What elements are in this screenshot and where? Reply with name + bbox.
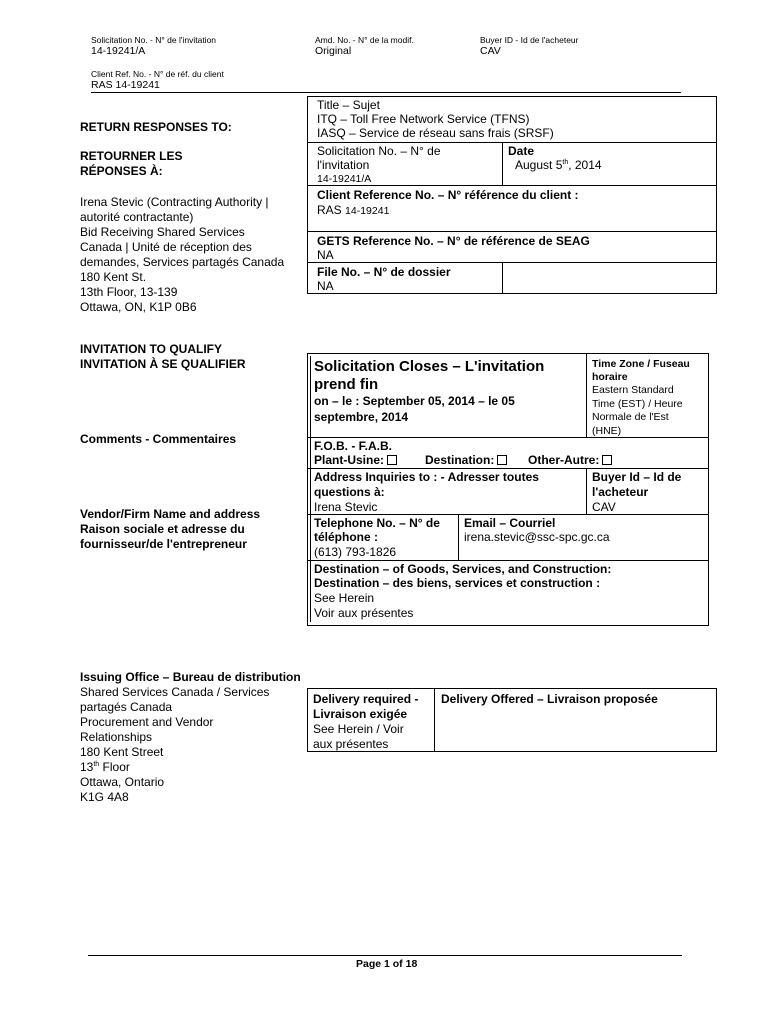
title-fr: IASQ – Service de réseau sans frais (SRSF)	[317, 126, 554, 140]
issuing-address-line: Shared Services Canada / Services	[80, 685, 270, 699]
floor-word: Floor	[99, 760, 130, 774]
file-no-label: File No. – N° de dossier	[317, 265, 451, 279]
plant-usine-label	[314, 453, 397, 468]
header-rule	[91, 92, 681, 93]
table-divider	[458, 514, 459, 560]
date-label: Date	[508, 144, 535, 158]
date-year: , 2014	[568, 158, 602, 172]
delivery-required-label-2: Livraison exigée	[313, 707, 408, 721]
issuing-office-title: Issuing Office – Bureau de distribution	[80, 670, 301, 684]
floor-number: 13	[80, 760, 94, 774]
gets-reference-label: GETS Reference No. – N° de référence de SEAG	[317, 234, 590, 248]
client-ref-label: Client Ref. No. - N° de réf. du client	[91, 69, 224, 79]
email-value[interactable]: irena.stevic@ssc-spc.gc.ca	[464, 530, 610, 544]
time-zone-line: Time (EST) / Heure	[592, 397, 683, 410]
date-main: August 5	[515, 158, 563, 172]
date-suffix: th	[562, 159, 569, 166]
amd-no-value: Original	[315, 45, 352, 57]
comments-label: Comments - Commentaires	[80, 432, 237, 446]
delivery-required-value-2: aux présentes	[313, 737, 389, 751]
gets-reference-value: NA	[317, 248, 334, 262]
destination-checkbox[interactable]	[497, 455, 507, 465]
vendor-label-line: Raison sociale et adresse du	[80, 522, 245, 536]
delivery-required-label-1: Delivery required -	[313, 692, 419, 706]
return-address	[80, 195, 284, 315]
vendor-label-line: Vendor/Firm Name and address	[80, 507, 261, 521]
destination-option-text: Destination:	[425, 453, 495, 467]
other-autre-label	[528, 453, 612, 468]
table-rule	[307, 468, 709, 469]
time-zone-label-2: horaire	[592, 371, 628, 383]
plant-usine-text: Plant-Usine:	[314, 453, 385, 467]
inquiries-label-2: questions à:	[314, 485, 385, 499]
destination-option-label	[425, 453, 507, 468]
destination-value-2: Voir aux présentes	[314, 606, 414, 620]
invitation-heading-en: INVITATION TO QUALIFY	[80, 342, 222, 356]
issuing-address-line: 180 Kent Street	[80, 745, 164, 759]
solicitation-closes-title-1: Solicitation Closes – L'invitation	[314, 358, 545, 375]
telephone-label-2: téléphone :	[314, 530, 379, 544]
return-address-line: Bid Receiving Shared Services	[80, 225, 245, 239]
table-rule	[307, 231, 717, 232]
table-divider	[502, 262, 503, 294]
table-divider	[434, 688, 435, 752]
client-reference-prefix: RAS	[317, 203, 342, 217]
fob-label: F.O.B. - F.A.B.	[314, 439, 392, 453]
inquiries-name: Irena Stevic	[314, 500, 378, 514]
plant-usine-checkbox[interactable]	[387, 455, 397, 465]
vendor-label-line: fournisseur/de l'entrepreneur	[80, 537, 247, 551]
solicitation-closes-title-2: prend fin	[314, 376, 379, 393]
issuing-address-line: partagés Canada	[80, 700, 173, 714]
client-reference-value	[317, 203, 389, 219]
buyer-id-label-3: l'acheteur	[592, 485, 649, 499]
return-address-line: 180 Kent St.	[80, 270, 147, 284]
solicitation-no-label-3: l'invitation	[317, 158, 370, 172]
solicitation-no-value: 14-19241/A	[91, 45, 146, 57]
closing-date-1: on – le : September 05, 2014 – le 05	[314, 394, 515, 408]
return-address-line: autorité contractante)	[80, 210, 194, 224]
inquiries-label-1: Address Inquiries to : - Adresser toutes	[314, 470, 539, 484]
table-divider	[586, 468, 587, 514]
time-zone-line: Eastern Standard	[592, 384, 674, 396]
email-label: Email – Courriel	[464, 516, 556, 530]
client-reference-number: 14-19241	[345, 205, 390, 217]
invitation-heading-fr: INVITATION À SE QUALIFIER	[80, 357, 246, 371]
buyer-id-value: CAV	[480, 45, 501, 57]
table-divider	[586, 353, 587, 437]
other-autre-text: Other-Autre:	[528, 453, 600, 467]
destination-value-1: See Herein	[314, 591, 375, 605]
return-address-line: Canada | Unité de réception des	[80, 240, 252, 254]
table-rule	[307, 262, 717, 263]
file-no-value: NA	[317, 279, 334, 293]
issuing-address-line: Relationships	[80, 730, 153, 744]
buyer-id-label: Buyer ID - Id de l'acheteur	[480, 35, 579, 45]
client-ref-value: RAS 14-19241	[91, 79, 160, 91]
client-reference-label: Client Reference No. – N° référence du client :	[317, 188, 579, 202]
delivery-offered-label: Delivery Offered – Livraison proposée	[441, 692, 658, 706]
solicitation-no-label: Solicitation No. - N° de l'invitation	[91, 35, 217, 45]
title-en: ITQ – Toll Free Network Service (TFNS)	[317, 112, 530, 126]
title-label: Title – Sujet	[317, 98, 380, 112]
issuing-office-address	[80, 685, 269, 805]
return-address-line: demandes, Services partagés Canada	[80, 255, 285, 269]
issuing-address-line: Procurement and Vendor	[80, 715, 214, 729]
issuing-city: Ottawa, Ontario	[80, 775, 165, 789]
time-zone-value	[592, 384, 683, 438]
closing-date-2: septembre, 2014	[314, 410, 409, 424]
return-responses-heading: RETURN RESPONSES TO:	[80, 120, 232, 134]
page-number: Page 1 of 18	[356, 958, 418, 970]
solicitation-no-label-2: Solicitation No. – N° de	[317, 144, 441, 158]
amd-no-label: Amd. No. - N° de la modif.	[315, 35, 414, 45]
telephone-value: (613) 793-1826	[314, 545, 397, 559]
destination-goods-label-2: Destination – des biens, services et construction :	[314, 576, 601, 590]
table-rule	[307, 142, 717, 143]
closing-table-inner-edge	[310, 356, 311, 622]
return-address-line: Ottawa, ON, K1P 0B6	[80, 300, 197, 314]
retourner-heading-2: RÉPONSES À:	[80, 164, 163, 178]
time-zone-label-1: Time Zone / Fuseau	[592, 358, 690, 370]
retourner-heading-1: RETOURNER LES	[80, 149, 183, 163]
time-zone-line: Normale de l'Est	[592, 411, 669, 423]
buyer-id-label-2: Buyer Id – Id de	[592, 470, 682, 484]
table-divider	[502, 142, 503, 185]
return-address-line: Irena Stevic (Contracting Authority |	[80, 195, 269, 209]
buyer-id-value-2: CAV	[592, 500, 616, 514]
issuing-floor-line	[80, 760, 269, 775]
table-rule	[307, 185, 717, 186]
solicitation-no-value-2: 14-19241/A	[317, 173, 372, 185]
time-zone-line: (HNE)	[592, 424, 622, 437]
telephone-label-1: Telephone No. – N° de	[314, 516, 440, 530]
footer-rule	[88, 955, 682, 956]
date-value	[515, 158, 602, 173]
table-rule	[307, 560, 709, 561]
vendor-label	[80, 507, 260, 552]
floor-suffix: th	[93, 761, 100, 768]
delivery-required-value-1: See Herein / Voir	[313, 722, 404, 736]
issuing-postal: K1G 4A8	[80, 790, 129, 804]
other-autre-checkbox[interactable]	[602, 455, 612, 465]
return-address-line: 13th Floor, 13-139	[80, 285, 178, 299]
destination-goods-label-1: Destination – of Goods, Services, and Construction:	[314, 562, 612, 576]
